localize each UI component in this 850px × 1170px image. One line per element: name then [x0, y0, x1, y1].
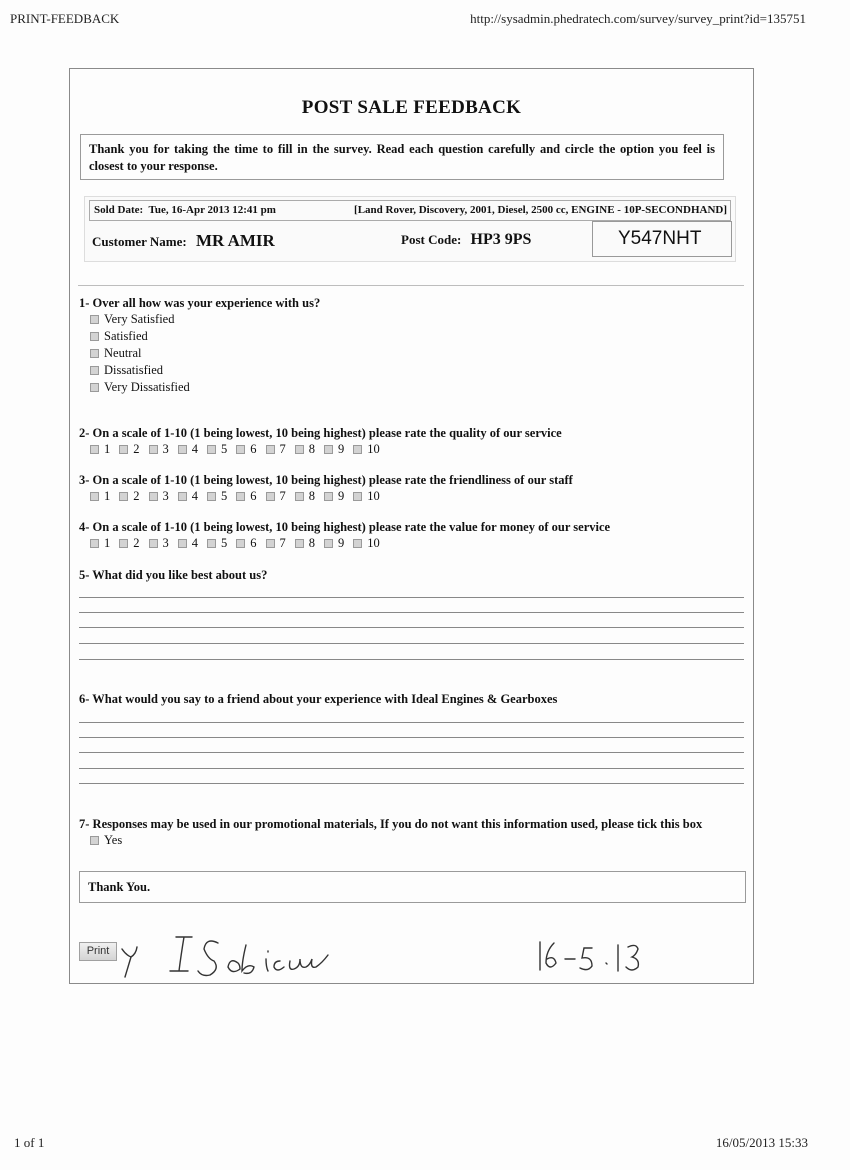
question-4: 4- On a scale of 1-10 (1 being lowest, 10 being highest) please rate the value for money of our service [79, 520, 611, 534]
scale-label: 10 [367, 442, 380, 456]
scale-label: 9 [338, 536, 345, 550]
scale-label: 1 [104, 536, 111, 550]
question-6: 6- What would you say to a friend about your experience with Ideal Engines & Gearboxes [79, 692, 558, 706]
signature-stroke [228, 945, 254, 973]
signature-stroke [170, 937, 192, 971]
scale-label: 3 [162, 442, 169, 456]
scale-label: 1 [104, 442, 111, 456]
post-code-label: Post Code: [401, 232, 462, 247]
question-2: 2- On a scale of 1-10 (1 being lowest, 10 being highest) please rate the quality of our service [79, 426, 562, 440]
sold-date-value: Tue, 16-Apr 2013 12:41 pm [148, 204, 276, 216]
option-label: Dissatisfied [104, 363, 164, 377]
scale-label: 2 [133, 536, 140, 550]
scale-label: 7 [279, 536, 286, 550]
date-stroke [540, 942, 556, 970]
page-title: PRINT-FEEDBACK [10, 11, 120, 26]
scale-label: 8 [308, 489, 315, 503]
scale-label: 6 [250, 536, 257, 550]
scale-label: 10 [367, 536, 380, 550]
vehicle-details: [Land Rover, Discovery, 2001, Diesel, 2500 cc, ENGINE - 10P-SECONDHAND] [354, 204, 727, 216]
intro-text: Thank you for taking the time to fill in the survey. Read each question carefully and circle the option you feel is closest to your response. [80, 134, 724, 180]
scale-label: 1 [104, 489, 111, 503]
signature-stroke [266, 951, 328, 971]
scale-label: 7 [279, 489, 286, 503]
post-code-value: HP3 9PS [470, 231, 532, 248]
scale-label: 6 [250, 442, 257, 456]
signature-stroke [198, 941, 218, 976]
option-label: Very Satisfied [104, 312, 175, 326]
registration-box: Y547NHT [592, 221, 732, 257]
scale-label: 3 [162, 536, 169, 550]
option-label: Yes [104, 833, 123, 847]
scale-label: 4 [191, 489, 198, 503]
print-button[interactable]: Print [79, 942, 117, 961]
page-url: http://sysadmin.phedratech.com/survey/survey_print?id=135751 [470, 11, 806, 26]
scale-label: 2 [133, 442, 140, 456]
date-stroke [580, 948, 592, 970]
question-5: 5- What did you like best about us? [79, 568, 268, 582]
question-1: 1- Over all how was your experience with us? [79, 296, 321, 310]
scale-label: 8 [308, 536, 315, 550]
form-title: POST SALE FEEDBACK [301, 97, 522, 118]
date-stroke [618, 945, 638, 971]
scale-label: 5 [221, 442, 228, 456]
thank-you-box: Thank You. [79, 871, 746, 903]
scale-label: 8 [308, 442, 315, 456]
scale-label: 5 [221, 489, 228, 503]
question-7: 7- Responses may be used in our promotional materials, If you do not want this information used, please tick this box [79, 817, 703, 831]
scale-label: 7 [279, 442, 286, 456]
signature-stroke [122, 947, 137, 977]
scale-label: 6 [250, 489, 257, 503]
option-label: Very Dissatisfied [104, 380, 190, 394]
customer-name-value: MR AMIR [195, 231, 275, 250]
sold-date-label: Sold Date: [94, 204, 144, 216]
page-count: 1 of 1 [14, 1135, 45, 1150]
feedback-form [69, 68, 754, 984]
scale-label: 10 [367, 489, 380, 503]
scale-label: 4 [191, 536, 198, 550]
option-label: Neutral [104, 346, 142, 360]
date-stroke [606, 963, 607, 964]
question-3: 3- On a scale of 1-10 (1 being lowest, 10 being highest) please rate the friendliness of our staff [79, 473, 573, 487]
scale-label: 2 [133, 489, 140, 503]
scale-label: 4 [191, 442, 198, 456]
scale-label: 9 [338, 442, 345, 456]
customer-name-label: Customer Name: [92, 234, 187, 249]
scale-label: 3 [162, 489, 169, 503]
handwriting-overlay [70, 69, 753, 983]
option-label: Satisfied [104, 329, 148, 343]
scale-label: 5 [221, 536, 228, 550]
scale-label: 9 [338, 489, 345, 503]
print-timestamp: 16/05/2013 15:33 [715, 1135, 808, 1150]
